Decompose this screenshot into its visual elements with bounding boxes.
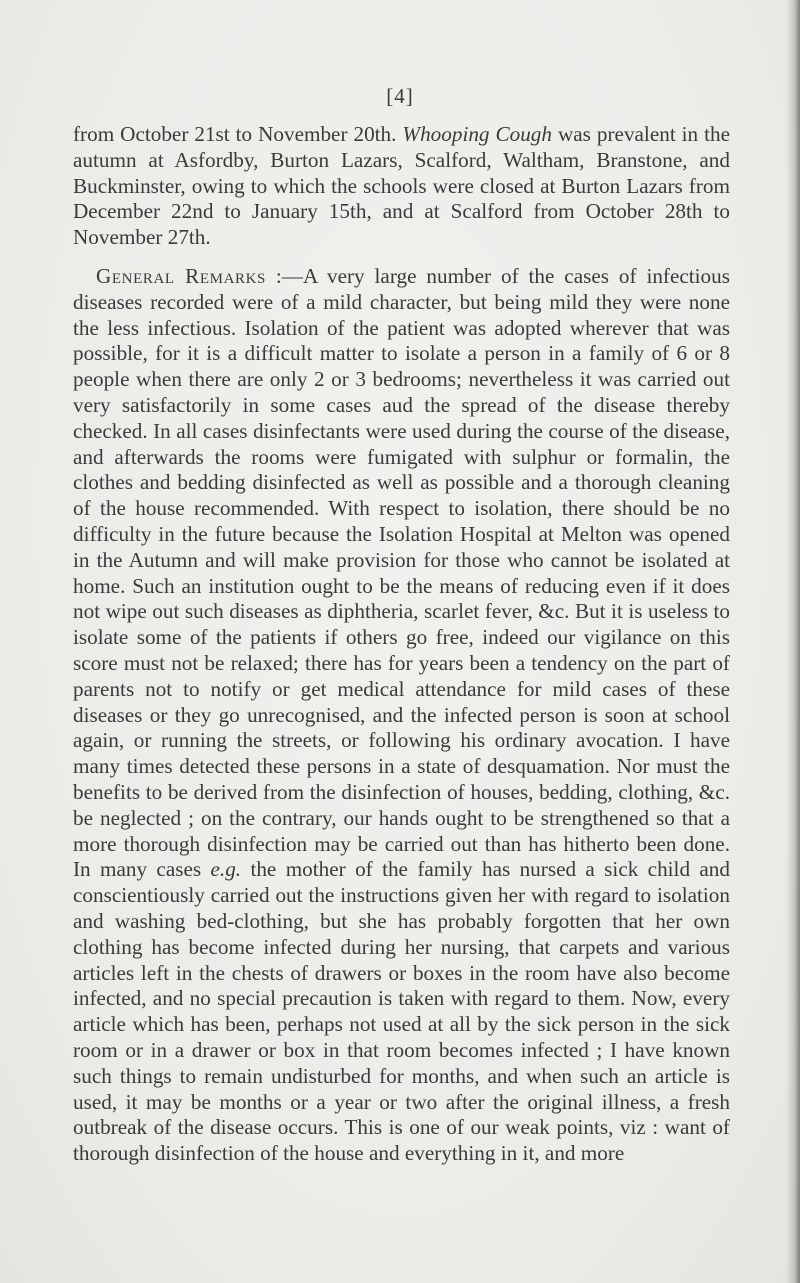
page-edge-shadow [786, 0, 800, 1283]
remarks-text [73, 264, 730, 1167]
remarks-part-2: the mother of the family has nursed a sick child and conscientiously carried out the instructions given her with regard to isolation and washing bed-clothing, but she has probably forgotten that her own clothing has become infected during her nursing, that carpets and various articles left in the chests of drawers or boxes in the room have also become infected, and no special precaution is taken with regard to them. Now, every article which has been, perhaps not used at all by the sick person in the sick room or in a drawer or box in that room becomes infected ; I have known such things to remain undisturbed for months, and when such an article is used, it may be months or a year or two after the original illness, a fresh outbreak of the disease occurs. This is one of our weak points, viz : want of thorough disinfection of the house and everything in it, and more [73, 857, 730, 1166]
intro-rest: was prevalent in the autumn at Asfordby, Burton Lazars, Scalford, Waltham, Branstone, and Buckminster, owing to which the schools were closed at Burton Lazars from December 22nd to January 15th, and at Scalford from October 28th to November 27th. [73, 122, 731, 250]
disease-name: Whooping Cough [402, 122, 552, 146]
section-heading: General Remarks [96, 264, 266, 288]
remarks-part-1: A very large number of the cases of infectious diseases recorded were of a mild character, but being mild they were none the less infectious. Isolation of the patient was adopted wherever that was possible, for it is a difficult matter to isolate a person in a family of 6 or 8 people when there are only 2 or 3 bedrooms; nevertheless it was carried out very satisfactorily in some cases aud the spread of the disease thereby checked. In all cases disinfectants were used during the course of the disease, and afterwards the rooms were fumigated with sulphur or formalin, the clothes and bedding disinfected as well as possible and a thorough cleaning of the house recommended. With respect to isolation, there should be no difficulty in the future because the Isolation Hospital at Melton was opened in the Autumn and will make provision for those who cannot be isolated at home. Such an institution ought to be the means of reducing even if it does not wipe out such diseases as diphtheria, scarlet fever, &c. But it is useless to isolate some of the patients if others go free, indeed our vigilance on this score must not be relaxed; there has for years been a tendency on the part of parents not to notify or get medical attendance for mild cases of these diseases or they go unrecognised, and the infected person is soon at school again, or running the streets, or following his ordinary avocation. I have many times detected these persons in a state of desquamation. Nor must the benefits to be derived from the disinfection of houses, bedding, clothing, &c. be neglected ; on the contrary, our hands ought to be strengthened so that a more thorough disinfection may be carried out than has hitherto been done. In many cases [73, 264, 730, 882]
intro-paragraph [73, 122, 730, 251]
heading-separator: :— [266, 264, 303, 288]
page-number: [4] [386, 84, 414, 108]
general-remarks-paragraph [73, 264, 730, 1167]
eg-abbreviation: e.g. [210, 857, 242, 882]
intro-text [73, 122, 730, 251]
intro-lead: from October 21st to November 20th. [73, 122, 397, 146]
